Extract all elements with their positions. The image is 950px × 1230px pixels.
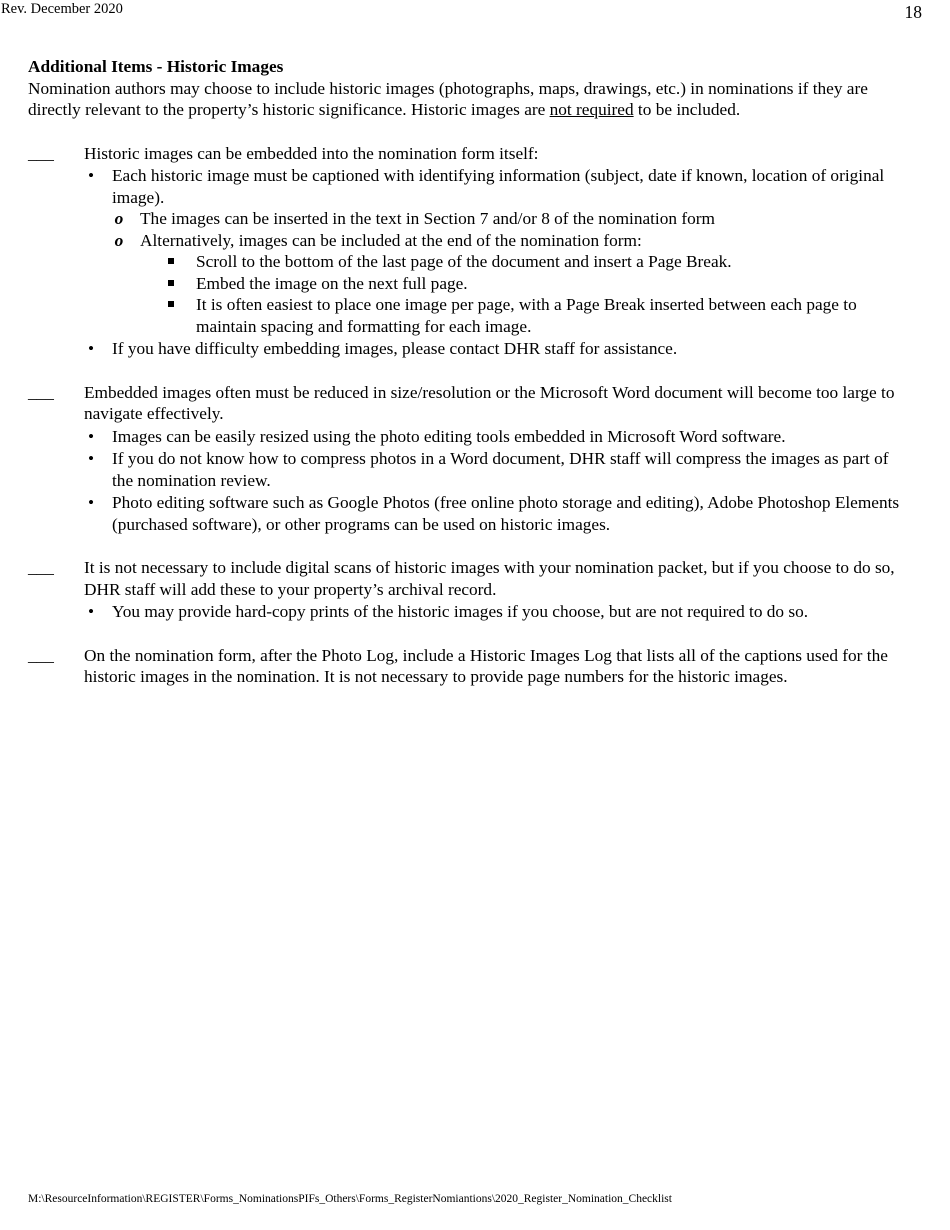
checkbox-blank[interactable]: ___ <box>28 558 54 577</box>
document-body <box>28 56 912 688</box>
intro-text-end: to be included. <box>633 100 741 119</box>
bullet-text: Each historic image must be captioned with identifying information (subject, date if known, location of original image). <box>112 166 885 207</box>
square-bullet-item <box>168 273 912 295</box>
page-number: 18 <box>904 2 922 22</box>
square-bullet-marker <box>168 280 174 286</box>
sub-bullet-item <box>112 208 912 230</box>
bullet-marker: • <box>87 339 95 358</box>
square-bullet-marker <box>168 258 174 264</box>
bullet-list <box>84 426 912 536</box>
sub-bullet-marker: o <box>114 230 124 250</box>
checklist-item <box>28 143 912 360</box>
bullet-marker: • <box>87 493 95 512</box>
bullet-marker: • <box>87 602 95 621</box>
bullet-text: Images can be easily resized using the photo editing tools embedded in Microsoft Word software. <box>112 426 786 446</box>
bullet-item <box>84 165 912 337</box>
bullet-marker: • <box>87 166 95 185</box>
checklist-item <box>28 382 912 536</box>
checkbox-blank[interactable]: ___ <box>28 645 54 665</box>
bullet-text: If you have difficulty embedding images, please contact DHR staff for assistance. <box>112 339 678 358</box>
bullet-list <box>84 165 912 360</box>
checklist-item-text: Embedded images often must be reduced in size/resolution or the Microsoft Word document will become too large to navigate effectively. <box>84 382 895 423</box>
intro-paragraph <box>28 78 912 121</box>
section-heading: Additional Items - Historic Images <box>28 57 284 76</box>
sub-bullet-marker: o <box>114 209 124 228</box>
intro-underlined-text: not required <box>549 100 634 119</box>
checkbox-blank[interactable]: ___ <box>28 382 54 402</box>
checkbox-blank[interactable]: ___ <box>28 143 54 163</box>
bullet-marker: • <box>87 449 95 468</box>
bullet-item <box>84 492 912 535</box>
bullet-item <box>84 448 912 491</box>
bullet-text: If you do not know how to compress photos in a Word document, DHR staff will compress the images as part of the nomination review. <box>112 449 889 490</box>
checklist-item-text: On the nomination form, after the Photo Log, include a Historic Images Log that lists all of the captions used for the historic images in the nomination. It is not necessary to provide page numbers for the historic images. <box>84 645 888 686</box>
checklist-item <box>28 557 912 623</box>
square-bullet-text: It is often easiest to place one image per page, with a Page Break inserted between each page to maintain spacing and formatting for each image. <box>196 295 857 336</box>
bullet-item <box>84 426 912 448</box>
checklist-item <box>28 645 912 688</box>
file-path-footer: M:\ResourceInformation\REGISTER\Forms_NominationsPIFs_Others\Forms_RegisterNomiantions\2020_Register_Nomination_Checklist <box>28 1193 672 1205</box>
square-bullet-text: Scroll to the bottom of the last page of the document and insert a Page Break. <box>196 252 732 271</box>
sub-bullet-list <box>112 208 912 337</box>
sub-bullet-item <box>112 230 912 338</box>
bullet-text: You may provide hard-copy prints of the historic images if you choose, but are not required to do so. <box>112 602 809 621</box>
revision-date: Rev. December 2020 <box>1 1 123 17</box>
sub-bullet-text: Alternatively, images can be included at the end of the nomination form: <box>140 230 642 250</box>
bullet-item <box>84 601 912 623</box>
square-bullet-text: Embed the image on the next full page. <box>196 273 468 293</box>
square-bullet-marker <box>168 301 174 307</box>
square-bullet-item <box>168 251 912 273</box>
square-bullet-item <box>168 294 912 337</box>
intro-text-start: Nomination authors may choose to include historic images (photographs, maps, drawings, etc.) in nominations if they are directly relevant to the property’s historic significance. Historic images are <box>28 78 868 119</box>
checklist-item-text: Historic images can be embedded into the nomination form itself: <box>84 143 539 163</box>
sub-bullet-text: The images can be inserted in the text in Section 7 and/or 8 of the nomination form <box>140 209 715 228</box>
checklist-item-text: It is not necessary to include digital scans of historic images with your nomination packet, but if you choose to do so, DHR staff will add these to your property’s archival record. <box>84 558 895 599</box>
bullet-marker: • <box>87 426 95 446</box>
bullet-text: Photo editing software such as Google Photos (free online photo storage and editing), Adobe Photoshop Elements (purchased software), or other programs can be used on historic images. <box>112 493 900 534</box>
bullet-list <box>84 601 912 623</box>
square-bullet-list <box>168 251 912 337</box>
bullet-item <box>84 338 912 360</box>
